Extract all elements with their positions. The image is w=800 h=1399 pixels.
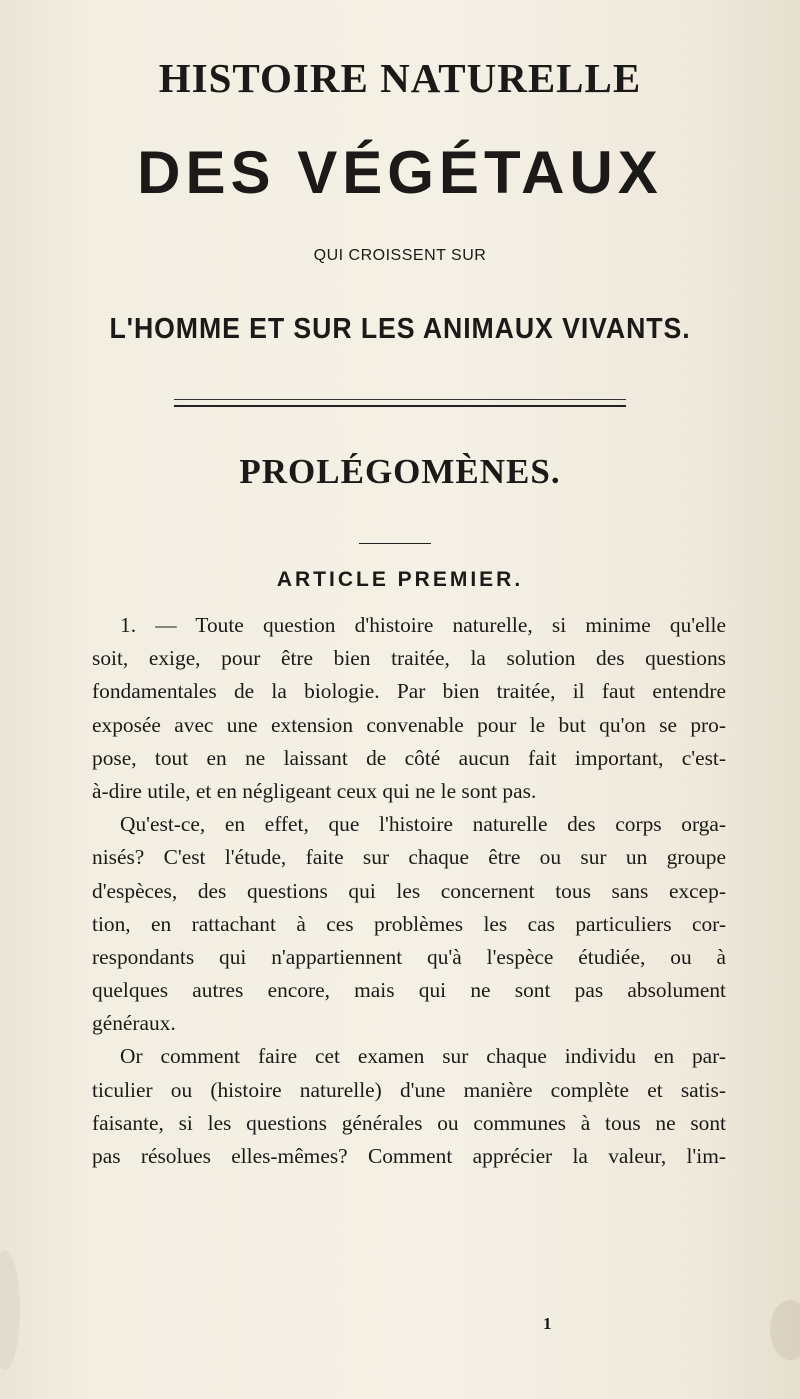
- paper-stain: [0, 1250, 20, 1370]
- title-line-3: L'HOMME ET SUR LES ANIMAUX VIVANTS.: [109, 313, 691, 345]
- body-line: pose, tout en ne laissant de côté aucun fait important, c'est-: [92, 745, 726, 770]
- body-line: tion, en rattachant à ces problèmes les cas particuliers cor-: [92, 911, 726, 936]
- body-line: Qu'est-ce, en effet, que l'histoire naturelle des corps orga-: [120, 812, 726, 837]
- body-text: [92, 609, 726, 1173]
- paper-stain: [770, 1300, 800, 1360]
- article-heading: ARTICLE PREMIER.: [276, 568, 524, 591]
- body-line: 1. — Toute question d'histoire naturelle, si minime qu'elle: [120, 613, 726, 637]
- body-line: d'espèces, des questions qui les concernent tous sans excep-: [92, 878, 726, 903]
- double-rule-divider: [174, 399, 626, 407]
- subtitle: QUI CROISSENT SUR: [313, 247, 487, 264]
- title-line-2: DES VÉGÉTAUX: [137, 139, 663, 206]
- short-rule-divider: [359, 543, 431, 544]
- body-line: nisés? C'est l'étude, faite sur chaque être ou sur un groupe: [92, 845, 726, 870]
- body-line: quelques autres encore, mais qui ne sont pas absolument: [92, 978, 726, 1003]
- body-line: exposée avec une extension convenable pour le but qu'on se pro-: [92, 712, 726, 737]
- body-line: pas résolues elles-mêmes? Comment apprécier la valeur, l'im-: [92, 1144, 726, 1168]
- signature-mark: 1: [543, 1314, 552, 1333]
- body-line: à-dire utile, et en négligeant ceux qui ne le sont pas.: [92, 778, 537, 803]
- body-line: ticulier ou (histoire naturelle) d'une manière complète et satis-: [92, 1077, 726, 1102]
- section-heading: PROLÉGOMÈNES.: [239, 452, 561, 491]
- body-line: respondants qui n'appartiennent qu'à l'espèce étudiée, ou à: [92, 944, 726, 969]
- body-line: Or comment faire cet examen sur chaque individu en par-: [120, 1044, 726, 1069]
- body-line: généraux.: [92, 1011, 176, 1036]
- body-line: soit, exige, pour être bien traitée, la solution des questions: [92, 646, 726, 671]
- title-line-1: HISTOIRE NATURELLE: [158, 55, 642, 101]
- body-line: fondamentales de la biologie. Par bien traitée, il faut entendre: [92, 679, 726, 704]
- body-line: faisante, si les questions générales ou communes à tous ne sont: [92, 1110, 726, 1135]
